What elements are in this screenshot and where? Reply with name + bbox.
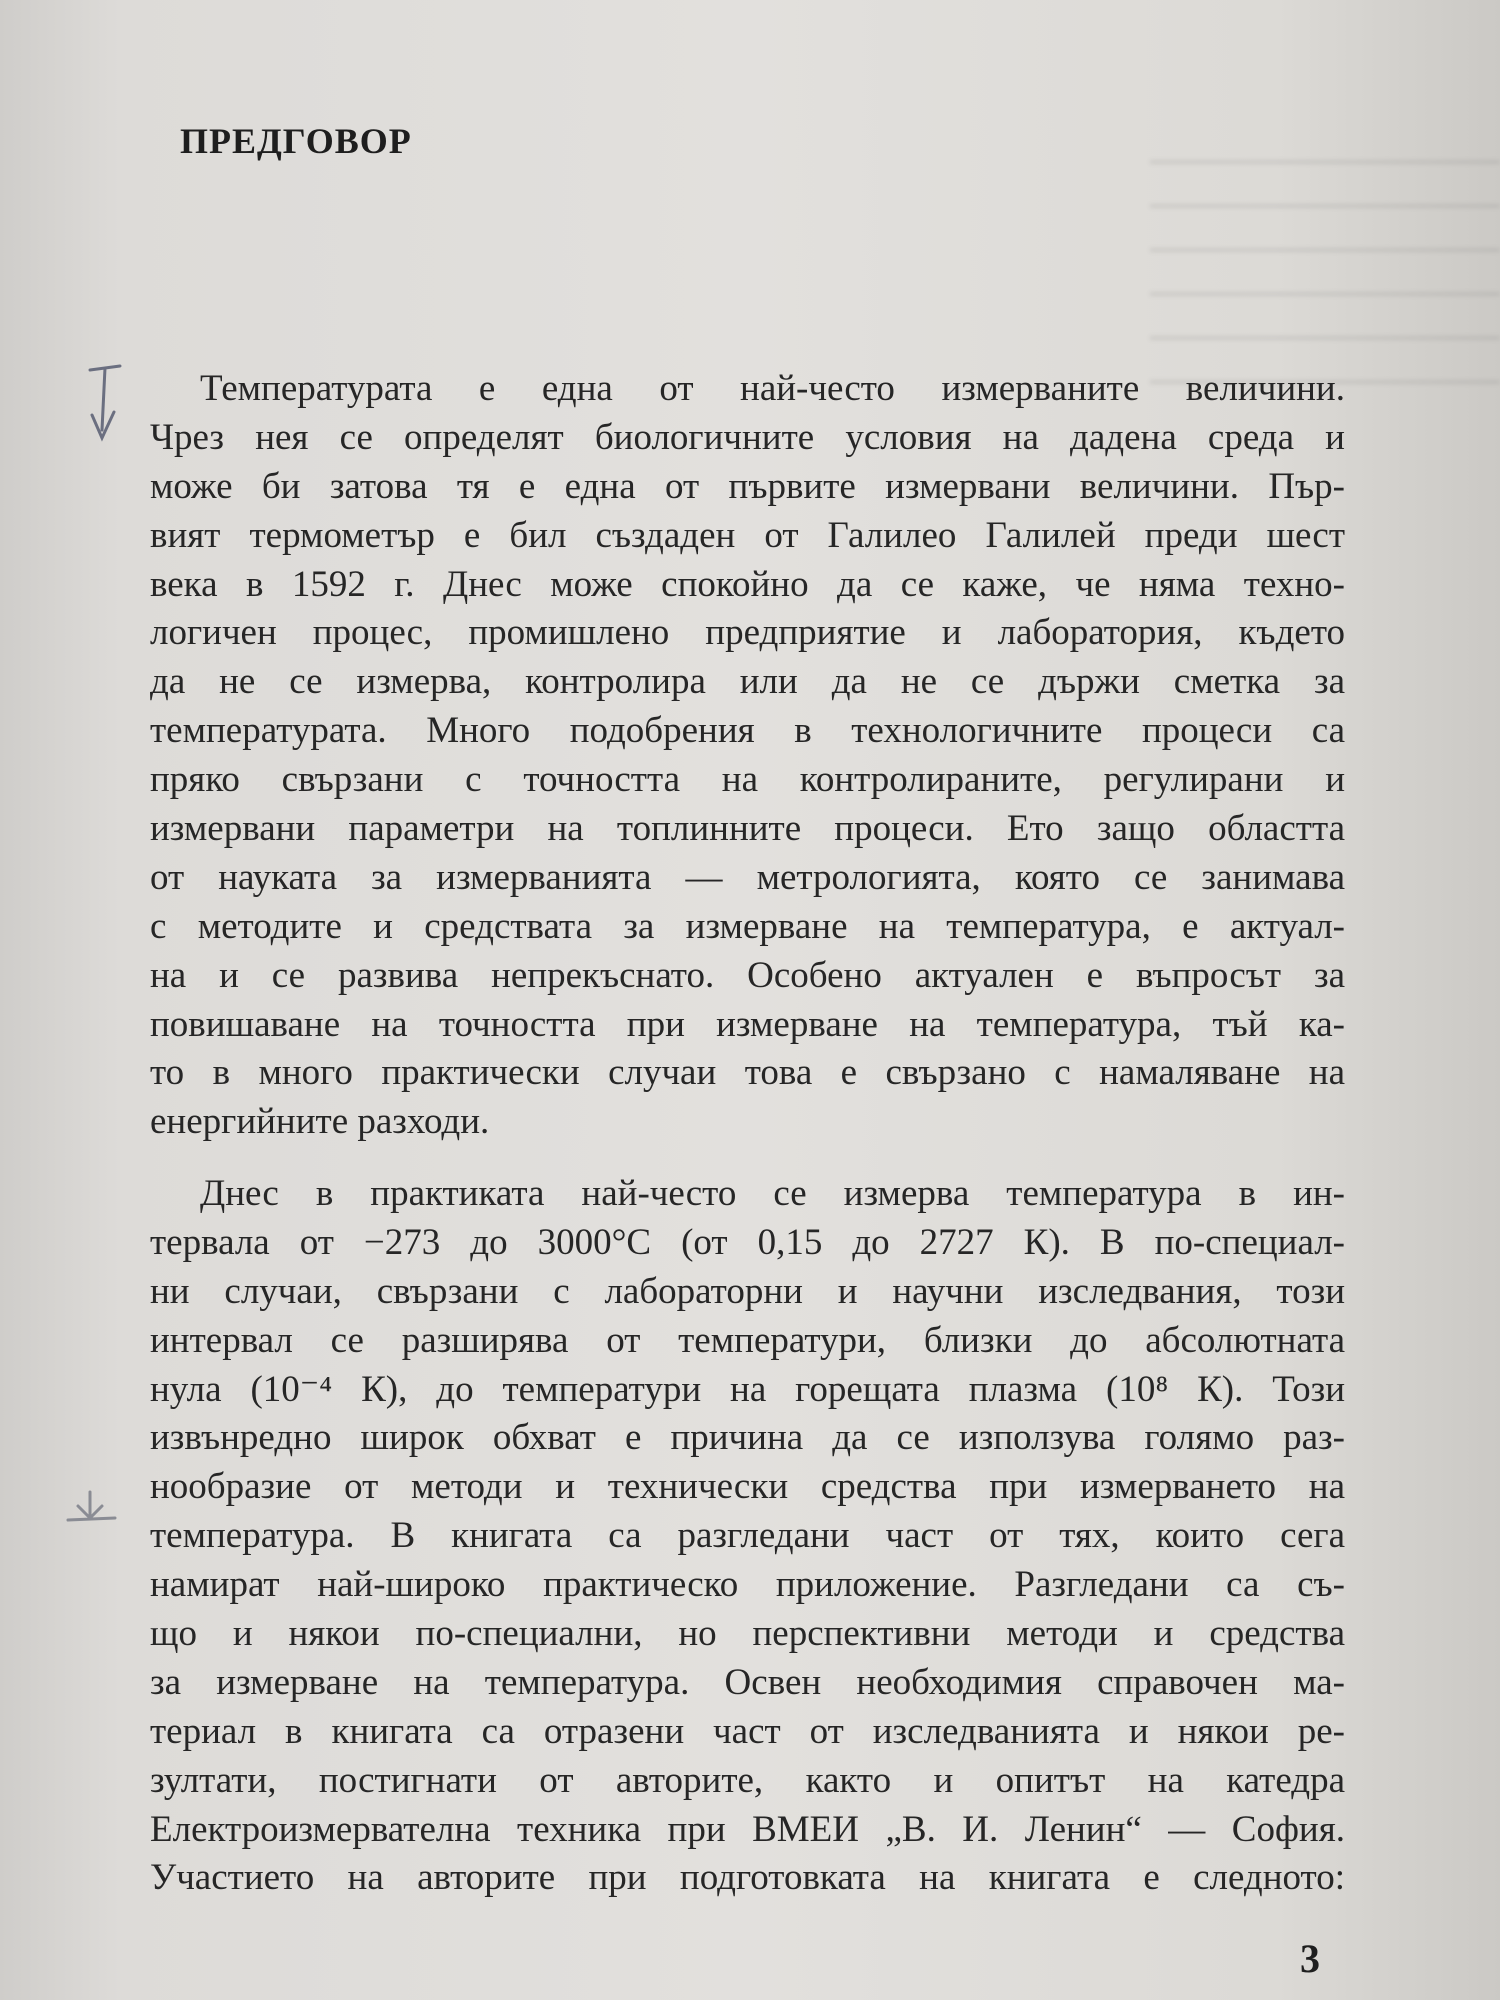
text-line: Днес в практиката най-често се измерва температура в ин- xyxy=(200,1173,1345,1214)
text-line: на и се развива непрекъснато. Особено актуален е въпросът за xyxy=(150,954,1345,996)
text-line: пряко свързани с точността на контролираните, регулирани и xyxy=(150,759,1345,801)
text-line: тервала от −273 до 3000°С (от 0,15 до 2727 К). В по-специал- xyxy=(150,1221,1345,1263)
pen-mark-arrow-icon xyxy=(80,360,130,460)
text-line: температурата. Много подобрения в технологичните процеси са xyxy=(150,710,1345,752)
text-line: вият термометър е бил създаден от Галилео Галилей преди шест xyxy=(150,514,1345,556)
text-line: интервал се разширява от температури, близки до абсолютната xyxy=(150,1319,1345,1361)
paragraph-1 xyxy=(150,365,1345,1147)
text-line: намират най-широко практическо приложение. Разгледани са съ- xyxy=(150,1564,1345,1606)
text-line: да не се измерва, контролира или да не се държи сметка за xyxy=(150,661,1345,703)
page-title: ПРЕДГОВОР xyxy=(180,121,412,161)
text-line: с методите и средствата за измерване на температура, е актуал- xyxy=(150,905,1345,947)
text-line: повишаване на точността при измерване на температура, тъй ка- xyxy=(150,1003,1345,1045)
text-line: века в 1592 г. Днес може спокойно да се каже, че няма техно- xyxy=(150,563,1345,605)
paragraph-2 xyxy=(150,1170,1345,1903)
text-line: що и някои по-специални, но перспективни методи и средства xyxy=(150,1613,1345,1655)
text-line: ни случаи, свързани с лабораторни и научни изследвания, този xyxy=(150,1270,1345,1312)
text-line: нообразие от методи и технически средства при измерването на xyxy=(150,1466,1345,1508)
text-line: температура. В книгата са разгледани част от тях, които сега xyxy=(150,1515,1345,1557)
text-line: Електроизмервателна техника при ВМЕИ „В. И. Ленин“ — София. xyxy=(150,1808,1345,1850)
text-line: Участието на авторите при подготовката на книгата е следното: xyxy=(150,1857,1345,1899)
text-line: извънредно широк обхват е причина да се използува голямо раз- xyxy=(150,1417,1345,1459)
text-line: за измерване на температура. Освен необходимия справочен ма- xyxy=(150,1661,1345,1703)
text-line: Чрез нея се определят биологичните условия на дадена среда и xyxy=(150,416,1345,458)
text-line: логичен процес, промишлено предприятие и лаборатория, където xyxy=(150,612,1345,654)
text-line: зултати, постигнати от авторите, както и опитът на катедра xyxy=(150,1759,1345,1801)
text-line: може би затова тя е една от първите измервани величини. Пър- xyxy=(150,465,1345,507)
page-number: 3 xyxy=(1300,1936,1320,1981)
text-line: от науката за измерванията — метрологията, която се занимава xyxy=(150,856,1345,898)
text-line: териал в книгата са отразени част от изследванията и някои ре- xyxy=(150,1710,1345,1752)
text-line: нула (10⁻⁴ К), до температури на горещата плазма (10⁸ К). Този xyxy=(150,1368,1345,1410)
text-line: енергийните разходи. xyxy=(150,1101,490,1143)
pen-mark-arrow-icon xyxy=(60,1490,120,1530)
text-line: Температурата е една от най-често измерваните величини. xyxy=(200,368,1345,409)
text-line: то в много практически случаи това е свързано с намаляване на xyxy=(150,1052,1345,1094)
text-line: измервани параметри на топлинните процеси. Ето защо областта xyxy=(150,808,1345,850)
